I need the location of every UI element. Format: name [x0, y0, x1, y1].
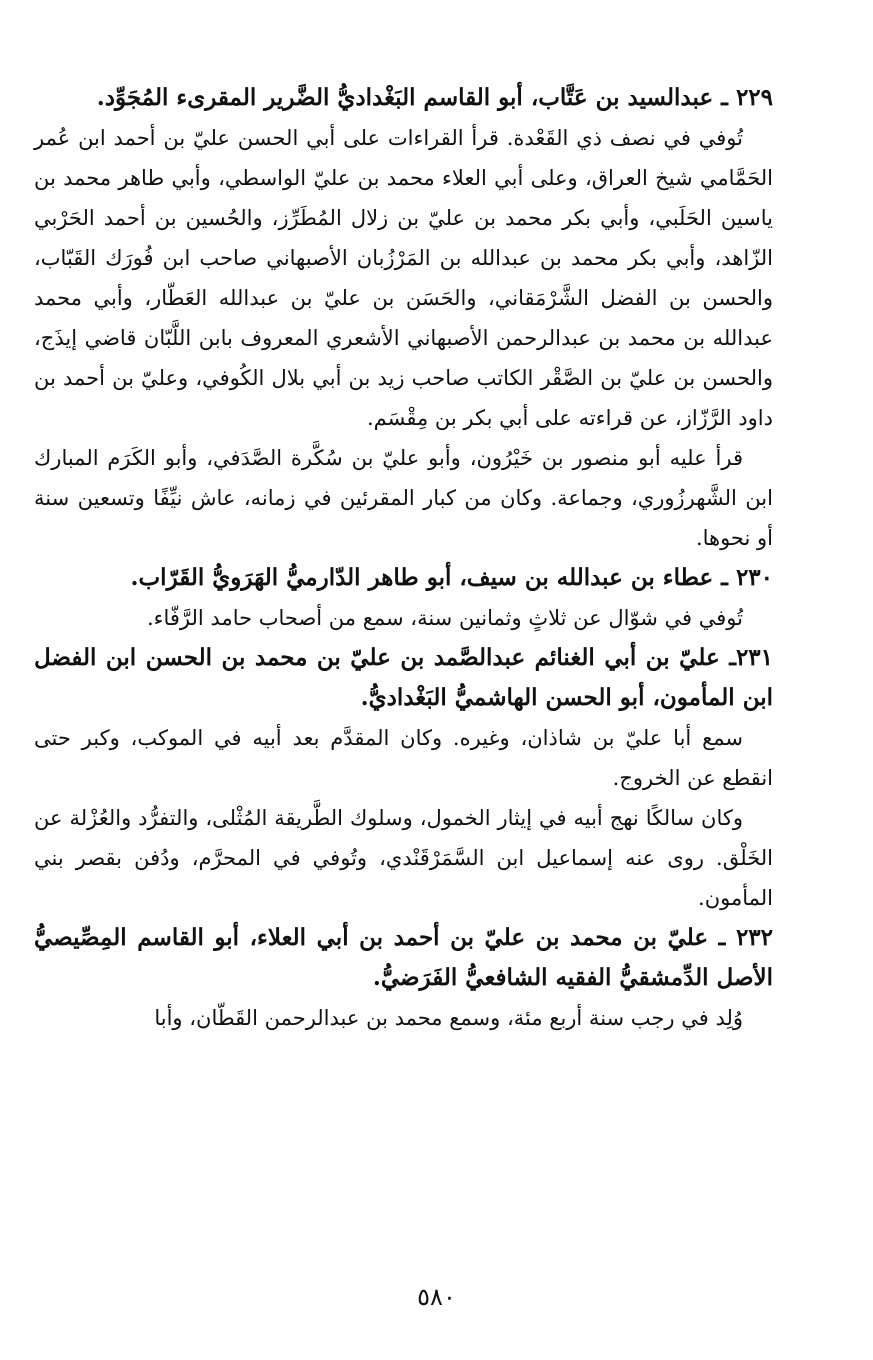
entry-paragraph: تُوفي في شوّال عن ثلاثٍ وثمانين سنة، سمع من أصحاب حامد الرَّفّاء. — [146, 606, 743, 630]
entry-paragraph: وكان سالكًا نهج أبيه في إيثار الخمول، وسلوك الطَّريقة المُثْلى، والتفرُّد والعُزْلة عن الخَلْق. روى عنه إسماعيل ابن السَّمَرْقَنْدي، وتُوفي في المحرَّم، ودُفن بقصر بني المأمون. — [34, 806, 773, 910]
entry-232 — [34, 918, 773, 1038]
entry-paragraph: تُوفي في نصف ذي القَعْدة. قرأ القراءات على أبي الحسن عليّ بن أحمد ابن عُمر الحَمَّامي شيخ العراق، وعلى أبي العلاء محمد بن عليّ الواسطي، وأبي طاهر محمد بن ياسين الحَلَبي، وأبي بكر محمد بن عليّ بن زلال المُطَرِّز، والحُسين بن أحمد الحَرْبي الزّاهد، وأبي بكر محمد بن عبدالله بن المَرْزُبان الأصبهاني صاحب ابن فُورَك القَبّاب، والحسن بن الفضل الشَّرْمَقاني، والحَسَن بن عليّ بن عبدالله العَطّار، وأبي محمد عبدالله بن محمد بن عبدالرحمن الأصبهاني الأشعري المعروف بابن اللَّبّان قاضي إيذَج، والحسن بن عليّ بن الصَّقْر الكاتب صاحب زيد بن أبي بلال الكُوفي، وعليّ بن أحمد بن داود الرَّزّاز، عن قراءته على أبي بكر بن مِقْسَم. — [34, 126, 773, 430]
entry-title: ٢٢٩ ـ عبدالسيد بن عَتَّاب، أبو القاسم البَغْداديُّ الضَّرير المقرىء المُجَوِّد. — [96, 84, 773, 111]
entry-title: ٢٣٠ ـ عطاء بن عبدالله بن سيف، أبو طاهر الدّارميُّ الهَرَويُّ القَرّاب. — [130, 564, 773, 591]
entry-paragraph: قرأ عليه أبو منصور بن خَيْرُون، وأبو عليّ بن سُكَّرة الصَّدَفي، وأبو الكَرَم المبارك ابن الشَّهرزُوري، وجماعة. وكان من كبار المقرئين في زمانه، عاش نيِّفًا وتسعين سنة أو نحوها. — [34, 446, 773, 550]
entry-title: ٢٣٢ ـ عليّ بن محمد بن عليّ بن أحمد بن أبي العلاء، أبو القاسم المِصِّيصيُّ الأصل الدِّمشقيُّ الفقيه الشافعيُّ الفَرَضيُّ. — [34, 924, 773, 991]
entry-paragraph: سمع أبا عليّ بن شاذان، وغيره. وكان المقدَّم بعد أبيه في الموكب، وكبر حتى انقطع عن الخروج. — [34, 726, 773, 790]
page-number: ٥٨٠ — [417, 1283, 456, 1311]
entry-229 — [34, 78, 773, 558]
entry-231 — [34, 638, 773, 918]
entry-title: ٢٣١ـ عليّ بن أبي الغنائم عبدالصَّمد بن عليّ بن محمد بن الحسن ابن الفضل ابن المأمون، أبو الحسن الهاشميُّ البَغْداديُّ. — [34, 644, 773, 711]
page-body — [34, 78, 773, 1038]
entry-230 — [34, 558, 773, 638]
entry-paragraph: وُلِد في رجب سنة أربع مئة، وسمع محمد بن عبدالرحمن القَطّان، وأبا — [154, 1006, 743, 1030]
